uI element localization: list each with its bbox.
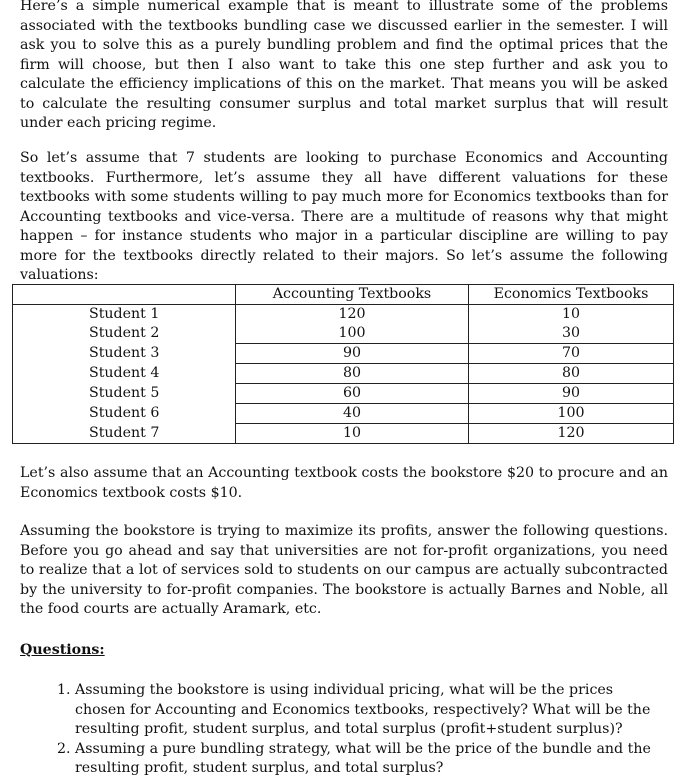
economics-valuation: 100 bbox=[469, 404, 674, 424]
table-row bbox=[13, 324, 674, 344]
table-header-row bbox=[13, 285, 674, 305]
question-item: 2. Assuming a pure bundling strategy, what will be the price of the bundle and the resulting profit, student surplus, and total surplus? bbox=[75, 740, 660, 779]
accounting-valuation: 60 bbox=[236, 384, 469, 404]
assumptions-paragraph: So let’s assume that 7 students are looking to purchase Economics and Accounting textbooks. Furthermore, let’s assume they all have different valuations for these textbooks with some students willing to pay much more for Economics textbooks than for Accounting textbooks and vice-versa. There are a multitude of reasons why that might happen – for instance students who major in a particular discipline are willing to pay more for the textbooks directly related to their majors. So let’s assume the following valuations: bbox=[20, 150, 668, 283]
questions-list bbox=[20, 681, 660, 779]
student-name: Student 5 bbox=[13, 384, 236, 404]
economics-valuation: 70 bbox=[469, 344, 674, 364]
table-row bbox=[13, 424, 674, 444]
header-accounting: Accounting Textbooks bbox=[236, 285, 469, 305]
valuations-table bbox=[12, 284, 674, 444]
profit-paragraph: Assuming the bookstore is trying to maximize its profits, answer the following questions. Before you go ahead and say that universities are not for-profit organizations, you need to realize that a lot of services sold to students on our campus are actually subcontracted by the university to for-profit companies. The bookstore is actually Barnes and Noble, all the food courts are actually Aramark, etc. bbox=[20, 523, 668, 617]
economics-valuation: 120 bbox=[469, 424, 674, 444]
economics-valuation: 90 bbox=[469, 384, 674, 404]
table-row bbox=[13, 384, 674, 404]
intro-paragraph: Here’s a simple numerical example that is meant to illustrate some of the problems associated with the textbooks bundling case we discussed earlier in the semester. I will ask you to solve this as a purely bundling problem and find the optimal prices that the firm will choose, but then I also want to take this one step further and ask you to calculate the efficiency implications of this on the market. That means you will be asked to calculate the resulting consumer surplus and total market surplus that will result under each pricing regime. bbox=[20, 0, 668, 131]
table-row bbox=[13, 305, 674, 325]
accounting-valuation: 120 bbox=[236, 305, 469, 325]
economics-valuation: 30 bbox=[469, 324, 674, 344]
student-name: Student 6 bbox=[13, 404, 236, 424]
table-row bbox=[13, 404, 674, 424]
question-item: 1. Assuming the bookstore is using individual pricing, what will be the prices chosen for Accounting and Economics textbooks, respectively? What will be the resulting profit, student surplus, and total surplus (profit+student surplus)? bbox=[75, 681, 660, 740]
student-name: Student 4 bbox=[13, 364, 236, 384]
accounting-valuation: 10 bbox=[236, 424, 469, 444]
header-blank bbox=[13, 285, 236, 305]
economics-valuation: 80 bbox=[469, 364, 674, 384]
student-name: Student 2 bbox=[13, 324, 236, 344]
student-name: Student 1 bbox=[13, 305, 236, 325]
costs-paragraph: Let’s also assume that an Accounting textbook costs the bookstore $20 to procure and an Economics textbook costs $10. bbox=[20, 465, 668, 501]
accounting-valuation: 100 bbox=[236, 324, 469, 344]
table-row bbox=[13, 364, 674, 384]
table-row bbox=[13, 344, 674, 364]
economics-valuation: 10 bbox=[469, 305, 674, 325]
header-economics: Economics Textbooks bbox=[469, 285, 674, 305]
student-name: Student 7 bbox=[13, 424, 236, 444]
student-name: Student 3 bbox=[13, 344, 236, 364]
accounting-valuation: 40 bbox=[236, 404, 469, 424]
questions-heading: Questions: bbox=[20, 642, 105, 658]
accounting-valuation: 90 bbox=[236, 344, 469, 364]
accounting-valuation: 80 bbox=[236, 364, 469, 384]
